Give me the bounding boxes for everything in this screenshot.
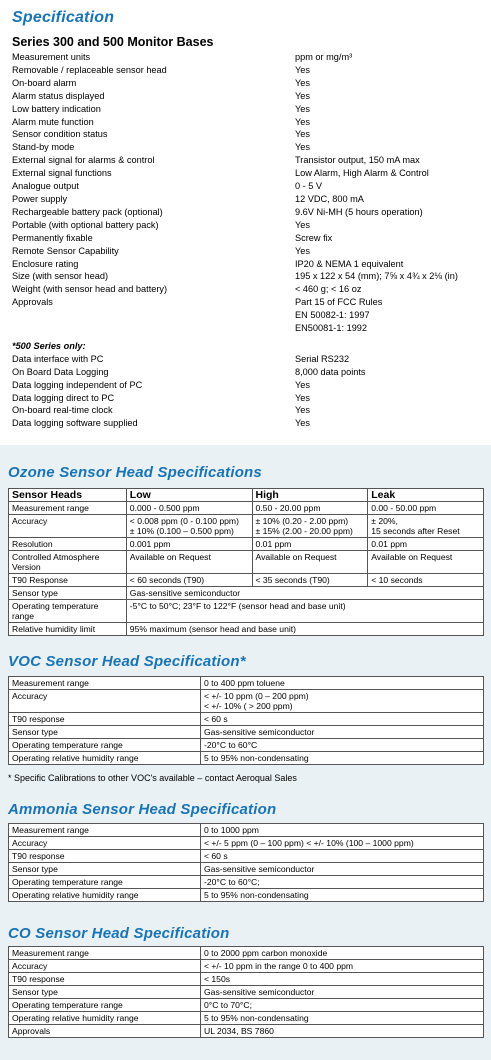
- cell: < +/- 10 ppm in the range 0 to 400 ppm: [201, 960, 484, 973]
- spec-value: 8,000 data points: [295, 366, 366, 377]
- spec-row: [12, 154, 482, 167]
- cell: Available on Request: [368, 551, 484, 574]
- spec-value: 9.6V Ni-MH (5 hours operation): [295, 206, 423, 217]
- table-row: [9, 600, 484, 623]
- cell: ± 20%, 15 seconds after Reset: [368, 515, 484, 538]
- cell: < 0.008 ppm (0 - 0.100 ppm) ± 10% (0.100 – 0.500 ppm): [126, 515, 252, 538]
- spec-label: Rechargeable battery pack (optional): [12, 206, 163, 217]
- cell: -20°C to 60°C;: [201, 876, 484, 889]
- cell: 0.00 - 50.00 ppm: [368, 502, 484, 515]
- cell: -20°C to 60°C: [201, 739, 484, 752]
- spec-value: Yes: [295, 64, 310, 75]
- spec-value: Yes: [295, 77, 310, 88]
- voc-heading: VOC Sensor Head Specification*: [8, 653, 246, 670]
- cell: Gas-sensitive semiconductor: [201, 986, 484, 999]
- spec-label: Sensor condition status: [12, 129, 108, 140]
- spec-label: Data logging software supplied: [12, 418, 138, 429]
- table-row: [9, 623, 484, 636]
- co-spec-table: [8, 946, 484, 1038]
- spec-label: Alarm status displayed: [12, 90, 105, 101]
- cell: 95% maximum (sensor head and base unit): [126, 623, 483, 636]
- column-header: Low: [126, 489, 252, 502]
- cell: Gas-sensitive semiconductor: [201, 863, 484, 876]
- spec-row: [12, 116, 482, 129]
- column-header: Leak: [368, 489, 484, 502]
- table-row: [9, 1012, 484, 1025]
- row-label: Operating relative humidity range: [9, 1012, 201, 1025]
- spec-row: [12, 64, 482, 77]
- spec-label: Analogue output: [12, 181, 79, 192]
- cell: < 60 seconds (T90): [126, 574, 252, 587]
- row-label: Resolution: [9, 538, 127, 551]
- series500-title: *500 Series only:: [12, 340, 86, 351]
- spec-label: Data logging direct to PC: [12, 392, 115, 403]
- spec-label: Low battery indication: [12, 103, 101, 114]
- spec-label: On Board Data Logging: [12, 366, 109, 377]
- row-label: Operating temperature range: [9, 600, 127, 623]
- spec-value: Yes: [295, 90, 310, 101]
- row-label: Accuracy: [9, 837, 201, 850]
- row-label: T90 response: [9, 973, 201, 986]
- table-row: [9, 713, 484, 726]
- table-row: [9, 677, 484, 690]
- cell: 0.000 - 0.500 ppm: [126, 502, 252, 515]
- spec-value: ppm or mg/m³: [295, 52, 353, 62]
- spec-row: [12, 270, 482, 283]
- column-header: Sensor Heads: [9, 489, 127, 502]
- spec-value: Low Alarm, High Alarm & Control: [295, 168, 429, 179]
- row-label: Sensor type: [9, 986, 201, 999]
- ozone-spec-table: [8, 488, 484, 636]
- row-label: T90 Response: [9, 574, 127, 587]
- spec-label: Removable / replaceable sensor head: [12, 64, 167, 75]
- row-label: Measurement range: [9, 502, 127, 515]
- spec-row: [12, 232, 482, 245]
- spec-label: Permanently fixable: [12, 232, 93, 243]
- spec-label: Measurement units: [12, 52, 91, 62]
- cell: < +/- 10 ppm (0 – 200 ppm) < +/- 10% ( > 200 ppm): [201, 690, 484, 713]
- spec-label: Enclosure rating: [12, 258, 79, 269]
- cell: < 150s: [201, 973, 484, 986]
- spec-row: [12, 180, 482, 193]
- spec-row: [12, 417, 482, 430]
- spec-value: Transistor output, 150 mA max: [295, 155, 420, 166]
- spec-value: Yes: [295, 116, 310, 127]
- cell: < 35 seconds (T90): [252, 574, 368, 587]
- spec-row: [12, 90, 482, 103]
- table-row: [9, 739, 484, 752]
- spec-row: [12, 258, 482, 271]
- cell: 0.01 ppm: [252, 538, 368, 551]
- cell: 5 to 95% non-condensating: [201, 752, 484, 765]
- spec-row: [12, 128, 482, 141]
- spec-row: [12, 219, 482, 232]
- spec-label: Size (with sensor head): [12, 271, 109, 282]
- row-label: Sensor type: [9, 726, 201, 739]
- spec-value: Screw fix: [295, 232, 333, 243]
- table-row: [9, 574, 484, 587]
- row-label: Sensor type: [9, 587, 127, 600]
- table-row: [9, 960, 484, 973]
- spec-row: [12, 167, 482, 180]
- spec-row: [12, 206, 482, 219]
- voc-spec-table: [8, 676, 484, 765]
- table-row: [9, 999, 484, 1012]
- cell: < 10 seconds: [368, 574, 484, 587]
- row-label: Operating temperature range: [9, 876, 201, 889]
- spec-label: Approvals: [12, 297, 53, 308]
- row-label: Approvals: [9, 1025, 201, 1038]
- row-label: Measurement range: [9, 947, 201, 960]
- spec-label: Stand-by mode: [12, 142, 75, 153]
- spec-row: [12, 245, 482, 258]
- row-label: T90 response: [9, 713, 201, 726]
- spec-label: On-board real-time clock: [12, 405, 113, 416]
- spec-label: Power supply: [12, 193, 68, 204]
- co-heading: CO Sensor Head Specification: [8, 925, 230, 942]
- spec-value: Yes: [295, 418, 310, 429]
- cell: < 60 s: [201, 713, 484, 726]
- table-row: [9, 551, 484, 574]
- row-label: Operating relative humidity range: [9, 752, 201, 765]
- spec-value: 12 VDC, 800 mA: [295, 193, 364, 204]
- cell: 5 to 95% non-condensating: [201, 1012, 484, 1025]
- cell: Gas-sensitive semiconductor: [126, 587, 483, 600]
- voc-note: * Specific Calibrations to other VOC's available – contact Aeroqual Sales: [8, 773, 297, 783]
- spec-row: [12, 366, 482, 379]
- row-label: Sensor type: [9, 863, 201, 876]
- cell: Available on Request: [126, 551, 252, 574]
- spec-value: Yes: [295, 379, 310, 390]
- table-row: [9, 876, 484, 889]
- table-row: [9, 986, 484, 999]
- spec-value: Yes: [295, 392, 310, 403]
- table-row: [9, 837, 484, 850]
- ozone-heading: Ozone Sensor Head Specifications: [8, 464, 262, 481]
- table-row: [9, 850, 484, 863]
- spec-label: External signal functions: [12, 168, 112, 179]
- cell: 0 to 2000 ppm carbon monoxide: [201, 947, 484, 960]
- spec-value: 0 - 5 V: [295, 181, 323, 192]
- table-row: [9, 947, 484, 960]
- spec-label: Data logging independent of PC: [12, 379, 143, 390]
- row-label: Operating relative humidity range: [9, 889, 201, 902]
- spec-value: < 460 g; < 16 oz: [295, 284, 362, 295]
- cell: -5°C to 50°C; 23°F to 122°F (sensor head and base unit): [126, 600, 483, 623]
- spec-value: Yes: [295, 142, 310, 153]
- table-row: [9, 726, 484, 739]
- cell: < +/- 5 ppm (0 – 100 ppm) < +/- 10% (100 – 1000 ppm): [201, 837, 484, 850]
- spec-label: Alarm mute function: [12, 116, 94, 127]
- row-label: Operating temperature range: [9, 999, 201, 1012]
- table-row: [9, 538, 484, 551]
- table-row: [9, 973, 484, 986]
- spec-row: [12, 379, 482, 392]
- row-label: Controlled Atmosphere Version: [9, 551, 127, 574]
- row-label: Measurement range: [9, 677, 201, 690]
- cell: 0.001 ppm: [126, 538, 252, 551]
- row-label: Relative humidity limit: [9, 623, 127, 636]
- spec-row: [12, 353, 482, 366]
- cell: UL 2034, BS 7860: [201, 1025, 484, 1038]
- spec-row: [12, 392, 482, 405]
- row-label: T90 response: [9, 850, 201, 863]
- table-row: [9, 690, 484, 713]
- spec-value: 195 x 122 x 54 (mm); 7⅝ x 4¾ x 2⅛ (in): [295, 271, 458, 282]
- cell: 0.50 - 20.00 ppm: [252, 502, 368, 515]
- series-title: Series 300 and 500 Monitor Bases: [12, 35, 214, 49]
- spec-label: Weight (with sensor head and battery): [12, 284, 168, 295]
- ammonia-heading: Ammonia Sensor Head Specification: [8, 801, 277, 818]
- spec-value: Yes: [295, 405, 310, 416]
- spec-row: [12, 193, 482, 206]
- spec-value: Yes: [295, 245, 310, 256]
- cell: Available on Request: [252, 551, 368, 574]
- spec-row: [12, 283, 482, 296]
- cell: ± 10% (0.20 - 2.00 ppm) ± 15% (2.00 - 20.00 ppm): [252, 515, 368, 538]
- spec-row: [12, 141, 482, 154]
- spec-value: IP20 & NEMA 1 equivalent: [295, 258, 404, 269]
- spec-value: Yes: [295, 219, 310, 230]
- table-header-row: [9, 489, 484, 502]
- cell: < 60 s: [201, 850, 484, 863]
- spec-row: [12, 77, 482, 90]
- spec-row: [12, 404, 482, 417]
- ammonia-spec-table: [8, 823, 484, 902]
- spec-label: External signal for alarms & control: [12, 155, 155, 166]
- spec-row: [12, 51, 482, 64]
- spec-value: Serial RS232: [295, 353, 350, 364]
- row-label: Accuracy: [9, 960, 201, 973]
- row-label: Operating temperature range: [9, 739, 201, 752]
- specification-heading: Specification: [12, 9, 115, 26]
- table-row: [9, 824, 484, 837]
- spec-value: Yes: [295, 103, 310, 114]
- spec-label: Portable (with optional battery pack): [12, 219, 159, 230]
- cell: 0°C to 70°C;: [201, 999, 484, 1012]
- spec-label: Data interface with PC: [12, 353, 104, 364]
- table-row: [9, 587, 484, 600]
- base-spec-list: [12, 51, 482, 430]
- spec-row: [12, 296, 482, 335]
- table-row: [9, 889, 484, 902]
- column-header: High: [252, 489, 368, 502]
- row-label: Accuracy: [9, 690, 201, 713]
- spec-label: On-board alarm: [12, 77, 77, 88]
- cell: Gas-sensitive semiconductor: [201, 726, 484, 739]
- table-row: [9, 502, 484, 515]
- cell: 0.01 ppm: [368, 538, 484, 551]
- table-row: [9, 1025, 484, 1038]
- spec-value: Part 15 of FCC Rules EN 50082-1: 1997 EN50081-1: 1992: [295, 297, 383, 334]
- row-label: Measurement range: [9, 824, 201, 837]
- table-row: [9, 863, 484, 876]
- cell: 0 to 400 ppm toluene: [201, 677, 484, 690]
- row-label: Accuracy: [9, 515, 127, 538]
- spec-label: Remote Sensor Capability: [12, 245, 119, 256]
- table-row: [9, 515, 484, 538]
- cell: 0 to 1000 ppm: [201, 824, 484, 837]
- spec-value: Yes: [295, 129, 310, 140]
- cell: 5 to 95% non-condensating: [201, 889, 484, 902]
- table-row: [9, 752, 484, 765]
- spec-row: [12, 103, 482, 116]
